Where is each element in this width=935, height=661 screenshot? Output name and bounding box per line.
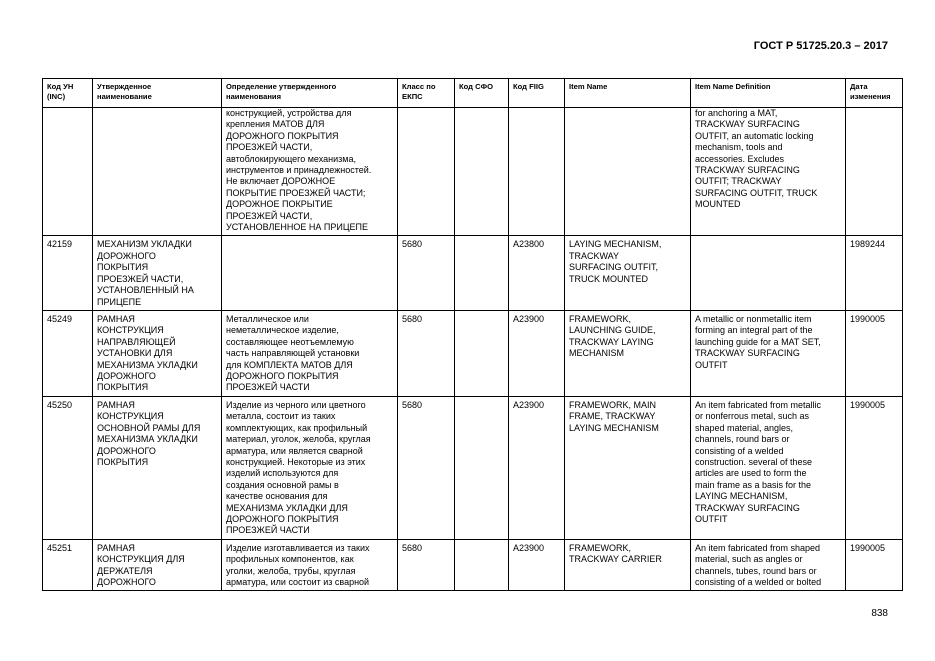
cell-sfo-code [455,310,509,396]
document-code: ГОСТ Р 51725.20.3 – 2017 [753,40,888,52]
cell-sfo-code [455,108,509,236]
cell-change-date [846,108,903,236]
cell-name-definition: Изделие из черного или цветного металла, состоит из таких комплектующих, как профильный материал, уголок, желоба, круглая арматура, или является сварной конструкцией. Некоторые из этих изделий используются для создания основной рамы в качестве основания для МЕХАНИЗМА УКЛАДКИ ДЛЯ ДОРОЖНОГО ПОКРЫТИЯ ПРОЕЗЖЕЙ ЧАСТИ [222,396,398,539]
col-header-change-date: Дата изменения [846,79,903,108]
col-header-sfo-code: Код СФО [455,79,509,108]
cell-sfo-code [455,539,509,591]
cell-change-date: 1990005 [846,310,903,396]
cell-change-date: 1990005 [846,396,903,539]
col-header-item-name: Item Name [565,79,691,108]
cell-change-date: 1989244 [846,236,903,310]
cell-sfo-code [455,236,509,310]
cell-item-name-definition: A metallic or nonmetallic item forming an integral part of the launching guide for a MAT SET, TRACKWAY SURFACING OUTFIT [691,310,846,396]
cell-inc: 45251 [43,539,93,591]
cell-fiig-code: A23900 [509,310,565,396]
cell-item-name-definition: for anchoring a MAT, TRACKWAY SURFACING OUTFIT, an automatic locking mechanism, tools and accessories. Excludes TRACKWAY SURFACING OUTFIT; TRACKWAY SURFACING OUTFIT, TRUCK MOUNTED [691,108,846,236]
cell-approved-name: РАМНАЯ КОНСТРУКЦИЯ ОСНОВНОЙ РАМЫ ДЛЯ МЕХАНИЗМА УКЛАДКИ ДОРОЖНОГО ПОКРЫТИЯ [93,396,222,539]
cell-approved-name [93,108,222,236]
cell-inc [43,108,93,236]
cell-item-name: FRAMEWORK, MAIN FRAME, TRACKWAY LAYING MECHANISM [565,396,691,539]
cell-item-name: FRAMEWORK, LAUNCHING GUIDE, TRACKWAY LAYING MECHANISM [565,310,691,396]
cell-ekps-class: 5680 [398,396,455,539]
col-header-item-name-definition: Item Name Definition [691,79,846,108]
cell-inc: 45249 [43,310,93,396]
cell-name-definition [222,236,398,310]
table-header-row [43,79,903,108]
cell-inc: 45250 [43,396,93,539]
table-row [43,108,903,236]
cell-approved-name: РАМНАЯ КОНСТРУКЦИЯ ДЛЯ ДЕРЖАТЕЛЯ ДОРОЖНОГО [93,539,222,591]
table-row [43,310,903,396]
col-header-fiig-code: Код FIIG [509,79,565,108]
cell-item-name: LAYING MECHANISM, TRACKWAY SURFACING OUTFIT, TRUCK MOUNTED [565,236,691,310]
col-header-name-definition: Определение утвержденного наименования [222,79,398,108]
table-row [43,539,903,591]
table-row [43,396,903,539]
page-number: 838 [871,608,888,619]
cell-sfo-code [455,396,509,539]
cell-ekps-class: 5680 [398,310,455,396]
col-header-ekps-class: Класс по ЕКПС [398,79,455,108]
catalog-table [42,78,903,591]
cell-fiig-code: A23800 [509,236,565,310]
cell-approved-name: РАМНАЯ КОНСТРУКЦИЯ НАПРАВЛЯЮЩЕЙ УСТАНОВКИ ДЛЯ МЕХАНИЗМА УКЛАДКИ ДОРОЖНОГО ПОКРЫТИЯ [93,310,222,396]
cell-item-name [565,108,691,236]
cell-name-definition: Металлическое или неметаллическое изделие, составляющее неотъемлемую часть направляющей установки для КОМПЛЕКТА МАТОВ ДЛЯ ДОРОЖНОГО ПОКРЫТИЯ ПРОЕЗЖЕЙ ЧАСТИ [222,310,398,396]
cell-fiig-code [509,108,565,236]
cell-fiig-code: A23900 [509,539,565,591]
cell-item-name-definition: An item fabricated from metallic or nonferrous metal, such as shaped material, angles, channels, round bars or consisting of a welded construction. several of these articles are used to form the main frame as a basis for the LAYING MECHANISM, TRACKWAY SURFACING OUTFIT [691,396,846,539]
cell-name-definition: Изделие изготавливается из таких профильных компонентов, как уголки, желоба, трубы, круглая арматура, или состоит из сварной [222,539,398,591]
cell-ekps-class: 5680 [398,539,455,591]
cell-ekps-class [398,108,455,236]
col-header-approved-name: Утвержденное наименование [93,79,222,108]
cell-item-name: FRAMEWORK, TRACKWAY CARRIER [565,539,691,591]
cell-fiig-code: A23900 [509,396,565,539]
cell-item-name-definition [691,236,846,310]
cell-item-name-definition: An item fabricated from shaped material, such as angles or channels, tubes, round bars or consisting of a welded or bolted [691,539,846,591]
table-row [43,236,903,310]
cell-ekps-class: 5680 [398,236,455,310]
cell-name-definition: конструкцией, устройства для крепления МАТОВ ДЛЯ ДОРОЖНОГО ПОКРЫТИЯ ПРОЕЗЖЕЙ ЧАСТИ, автоблокирующего механизма, инструментов и принадлежностей. Не включает ДОРОЖНОЕ ПОКРЫТИЕ ПРОЕЗЖЕЙ ЧАСТИ; ДОРОЖНОЕ ПОКРЫТИЕ ПРОЕЗЖЕЙ ЧАСТИ, УСТАНОВЛЕННОЕ НА ПРИЦЕПЕ [222,108,398,236]
col-header-inc: Код УН (INC) [43,79,93,108]
cell-approved-name: МЕХАНИЗМ УКЛАДКИ ДОРОЖНОГО ПОКРЫТИЯ ПРОЕЗЖЕЙ ЧАСТИ, УСТАНОВЛЕННЫЙ НА ПРИЦЕПЕ [93,236,222,310]
cell-inc: 42159 [43,236,93,310]
cell-change-date: 1990005 [846,539,903,591]
